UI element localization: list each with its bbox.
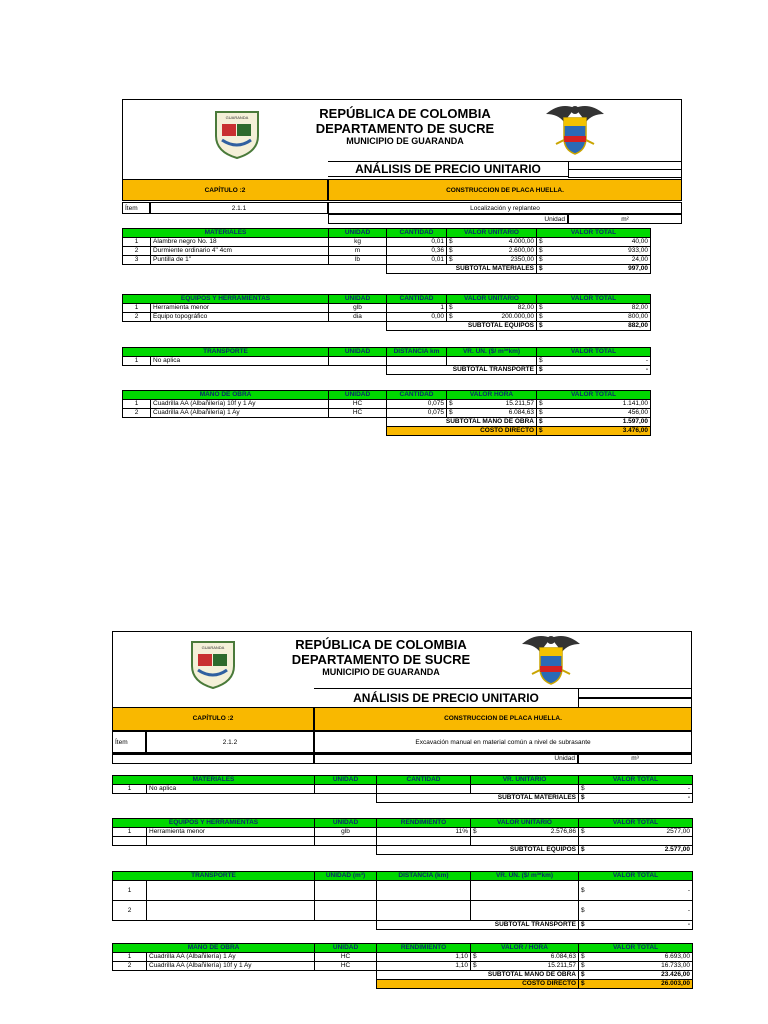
currency-symbol: $ (449, 409, 453, 416)
subtotal-row (113, 971, 693, 980)
empty-cell (377, 837, 471, 846)
subtotal-row (113, 794, 693, 803)
row-total: $ 16.733,00 (579, 962, 693, 971)
row-quantity: 1,10 (377, 953, 471, 962)
column-header: UNIDAD (329, 391, 387, 400)
column-header: UNIDAD (329, 348, 387, 357)
row-number: 1 (123, 238, 151, 247)
currency-symbol: $ (539, 238, 543, 245)
row-number: 1 (113, 881, 147, 901)
currency-symbol: $ (581, 953, 585, 960)
column-header: CANTIDAD (377, 776, 471, 785)
republic-title: REPÚBLICA DE COLOMBIA (319, 106, 491, 121)
row-unit: dia (329, 313, 387, 322)
svg-text:GUARANDA: GUARANDA (201, 645, 225, 650)
subtotal-label: SUBTOTAL MATERIALES (377, 794, 579, 803)
column-header: CANTIDAD (387, 295, 447, 304)
subtotal-label: SUBTOTAL TRANSPORTE (377, 921, 579, 930)
row-unit-price: $ 2350,00 (447, 256, 537, 265)
table-row (113, 785, 693, 794)
currency-symbol: $ (539, 322, 543, 329)
row-number: 1 (123, 357, 151, 366)
republic-title: REPÚBLICA DE COLOMBIA (295, 637, 467, 652)
row-number: 1 (113, 785, 147, 794)
column-header: VALOR UNITARIO (471, 819, 579, 828)
currency-symbol: $ (473, 828, 477, 835)
item-number: 2.1.1 (150, 202, 328, 214)
row-unit-price (471, 881, 579, 901)
row-description: Cuadrilla AA (Albañilería) 1 Ay (147, 953, 315, 962)
row-total: $ - (579, 785, 693, 794)
row-total: $ 82,00 (537, 304, 651, 313)
currency-symbol: $ (473, 953, 477, 960)
row-number: 2 (113, 962, 147, 971)
subtotal-value: $ - (537, 366, 651, 375)
currency-symbol: $ (581, 921, 585, 928)
row-number: 2 (113, 901, 147, 921)
row-description: Alambre negro No. 18 (151, 238, 329, 247)
currency-symbol: $ (449, 247, 453, 254)
row-quantity: 0,00 (387, 313, 447, 322)
column-header: VALOR TOTAL (579, 819, 693, 828)
row-quantity: 0,36 (387, 247, 447, 256)
table-row (113, 881, 693, 901)
row-quantity: 1,10 (377, 962, 471, 971)
row-description: Equipo topográfico (151, 313, 329, 322)
row-description: No aplica (151, 357, 329, 366)
currency-symbol: $ (581, 785, 585, 792)
blank-row (112, 753, 314, 764)
unit-value: m² (568, 214, 682, 224)
row-unit: HC (315, 953, 377, 962)
table-row (113, 828, 693, 837)
row-unit-price: $ 2.600,00 (447, 247, 537, 256)
currency-symbol: $ (449, 304, 453, 311)
row-total: $ 24,00 (537, 256, 651, 265)
blank-cell (113, 794, 377, 803)
row-number: 1 (113, 828, 147, 837)
row-description: No aplica (147, 785, 315, 794)
column-header: VALOR TOTAL (537, 391, 651, 400)
column-header: VR. UN. ($/ m³*km) (471, 872, 579, 881)
subtotal-label: SUBTOTAL EQUIPOS (377, 846, 579, 855)
subtotal-label: SUBTOTAL EQUIPOS (387, 322, 537, 331)
row-quantity: 0,01 (387, 256, 447, 265)
unit-value: m³ (578, 753, 692, 764)
currency-symbol: $ (539, 418, 543, 425)
blank-cell (113, 921, 377, 930)
project-name: CONSTRUCCION DE PLACA HUELLA. (328, 179, 682, 201)
item-label: Ítem (122, 202, 150, 214)
municipal-shield-icon (186, 636, 240, 690)
row-quantity: 1 (387, 304, 447, 313)
currency-symbol: $ (539, 357, 543, 364)
subtotal-label: SUBTOTAL MATERIALES (387, 265, 537, 274)
column-header: VALOR UNITARIO (447, 295, 537, 304)
row-quantity (377, 785, 471, 794)
row-description: Herramienta menor (151, 304, 329, 313)
column-header: UNIDAD (315, 819, 377, 828)
cost-grid (112, 775, 693, 803)
row-unit: kg (329, 238, 387, 247)
currency-symbol: $ (539, 313, 543, 320)
subtotal-value: $ 997,00 (537, 265, 651, 274)
column-header: TRANSPORTE (123, 348, 329, 357)
row-unit-price: $ 200.000,00 (447, 313, 537, 322)
empty-cell (113, 837, 147, 846)
column-header: MATERIALES (113, 776, 315, 785)
column-header: VALOR TOTAL (537, 348, 651, 357)
currency-symbol: $ (539, 265, 543, 272)
row-unit-price: $ 2.576,86 (471, 828, 579, 837)
blank-cell (113, 980, 377, 989)
row-unit (315, 881, 377, 901)
row-total: $ 2577,00 (579, 828, 693, 837)
currency-symbol: $ (581, 906, 585, 914)
subtotal-label: SUBTOTAL TRANSPORTE (387, 366, 537, 375)
row-description (147, 881, 315, 901)
row-unit: m (329, 247, 387, 256)
svg-text:GUARANDA: GUARANDA (225, 115, 249, 120)
row-unit-price: $ 15.211,57 (447, 400, 537, 409)
apu-title: ANÁLISIS DE PRECIO UNITARIO (314, 688, 578, 708)
row-description: Puntilla de 1" (151, 256, 329, 265)
row-unit-price: $ 4.000,00 (447, 238, 537, 247)
empty-cell (147, 837, 315, 846)
subtotal-row (113, 846, 693, 855)
cost-grid (112, 943, 693, 989)
column-header: MANO DE OBRA (123, 391, 329, 400)
row-description (147, 901, 315, 921)
currency-symbol: $ (473, 962, 477, 969)
column-header: UNIDAD (329, 229, 387, 238)
title-block (276, 637, 486, 678)
item-description: Localización y replanteo (328, 202, 682, 214)
row-description: Cuadrilla AA (Albañilería) 10f y 1 Ay (147, 962, 315, 971)
column-header: RENDIMIENTO (377, 944, 471, 953)
row-total: $ - (579, 881, 693, 901)
column-header: VALOR TOTAL (579, 872, 693, 881)
column-header: VR. UNITARIO (471, 776, 579, 785)
subtotal-value: $ - (579, 921, 693, 930)
column-header: EQUIPOS Y HERRAMIENTAS (113, 819, 315, 828)
column-header: UNIDAD (m³) (315, 872, 377, 881)
apu-title: ANÁLISIS DE PRECIO UNITARIO (328, 161, 568, 177)
currency-symbol: $ (539, 427, 543, 434)
row-quantity: 0,075 (387, 409, 447, 418)
currency-symbol: $ (539, 366, 543, 373)
unit-label: Unidad (328, 214, 568, 224)
row-total: $ 933,00 (537, 247, 651, 256)
direct-cost-value: $ 3.476,00 (537, 427, 651, 436)
cost-grid (112, 818, 693, 855)
cost-grid (112, 871, 693, 930)
currency-symbol: $ (539, 304, 543, 311)
row-total: $ - (537, 357, 651, 366)
column-header: VALOR / HORA (471, 944, 579, 953)
direct-cost-label: COSTO DIRECTO (387, 427, 537, 436)
item-label: Ítem (112, 731, 146, 753)
row-unit-price: $ 6.084,63 (471, 953, 579, 962)
currency-symbol: $ (581, 971, 585, 978)
currency-symbol: $ (581, 962, 585, 969)
column-header: CANTIDAD (387, 229, 447, 238)
subtotal-label: SUBTOTAL MANO DE OBRA (387, 418, 537, 427)
subtotal-value: $ 2.577,00 (579, 846, 693, 855)
blank-cell (113, 846, 377, 855)
chapter-label: CAPÍTULO :2 (112, 707, 314, 731)
currency-symbol: $ (449, 256, 453, 263)
subtotal-label: SUBTOTAL MANO DE OBRA (377, 971, 579, 980)
department-title: DEPARTAMENTO DE SUCRE (315, 121, 495, 136)
row-number: 2 (123, 247, 151, 256)
municipality-title: MUNICIPIO DE GUARANDA (346, 136, 464, 146)
row-number: 2 (123, 313, 151, 322)
currency-symbol: $ (539, 256, 543, 263)
row-description: Herramienta menor (147, 828, 315, 837)
municipality-title: MUNICIPIO DE GUARANDA (322, 667, 440, 677)
row-unit-price (471, 901, 579, 921)
row-number: 1 (113, 953, 147, 962)
row-total: $ 800,00 (537, 313, 651, 322)
subtotal-value: $ 23.426,00 (579, 971, 693, 980)
column-header: MATERIALES (123, 229, 329, 238)
column-header: EQUIPOS Y HERRAMIENTAS (123, 295, 329, 304)
direct-cost-value: $ 26.003,00 (579, 980, 693, 989)
coat-of-arms-icon (516, 630, 586, 690)
row-total: $ 6.693,00 (579, 953, 693, 962)
item-description: Excavación manual en material común a nivel de subrasante (314, 731, 692, 753)
row-unit: lb (329, 256, 387, 265)
subtotal-row (113, 921, 693, 930)
row-unit: glb (315, 828, 377, 837)
column-header: RENDIMIENTO (377, 819, 471, 828)
row-number: 1 (123, 400, 151, 409)
column-header: VALOR HORA (447, 391, 537, 400)
department-title: DEPARTAMENTO DE SUCRE (291, 652, 471, 667)
item-number: 2.1.2 (146, 731, 314, 753)
empty-cell (471, 837, 579, 846)
apu-side-box (578, 688, 692, 698)
currency-symbol: $ (581, 886, 585, 894)
column-header: DISTANCIA km (387, 348, 447, 357)
row-total: $ 1.141,00 (537, 400, 651, 409)
chapter-label: CAPÍTULO :2 (122, 179, 328, 201)
row-unit-price (471, 785, 579, 794)
row-quantity: 11% (377, 828, 471, 837)
column-header: CANTIDAD (387, 391, 447, 400)
subtotal-value: $ - (579, 794, 693, 803)
row-unit (315, 785, 377, 794)
currency-symbol: $ (539, 400, 543, 407)
currency-symbol: $ (581, 794, 585, 801)
subtotal-value: $ 882,00 (537, 322, 651, 331)
column-header: UNIDAD (329, 295, 387, 304)
direct-cost-row (113, 980, 693, 989)
currency-symbol: $ (581, 828, 585, 835)
currency-symbol: $ (449, 238, 453, 245)
unit-label: Unidad (314, 753, 578, 764)
column-header: UNIDAD (315, 776, 377, 785)
row-number: 2 (123, 409, 151, 418)
column-header: TRANSPORTE (113, 872, 315, 881)
table-row (113, 953, 693, 962)
currency-symbol: $ (539, 409, 543, 416)
row-description: Cuadrilla AA (Albañilería) 10f y 1 Ay (151, 400, 329, 409)
row-unit: HC (315, 962, 377, 971)
row-unit-price: $ 6.084,63 (447, 409, 537, 418)
table-row (113, 901, 693, 921)
column-header: VALOR UNITARIO (447, 229, 537, 238)
row-unit (315, 901, 377, 921)
column-header: VALOR TOTAL (537, 295, 651, 304)
row-unit: HC (329, 409, 387, 418)
direct-cost-label: COSTO DIRECTO (377, 980, 579, 989)
column-header: UNIDAD (315, 944, 377, 953)
column-header: VALOR TOTAL (537, 229, 651, 238)
empty-row (113, 837, 693, 846)
row-unit: glb (329, 304, 387, 313)
subtotal-value: $ 1.597,00 (537, 418, 651, 427)
empty-cell (315, 837, 377, 846)
row-number: 1 (123, 304, 151, 313)
row-quantity (377, 881, 471, 901)
row-description: Durmiente ordinario 4" 4cm (151, 247, 329, 256)
row-number: 3 (123, 256, 151, 265)
column-header: DISTANCIA (km) (377, 872, 471, 881)
row-total: $ 40,00 (537, 238, 651, 247)
blank-cell (113, 971, 377, 980)
column-header: MANO DE OBRA (113, 944, 315, 953)
row-unit: HC (329, 400, 387, 409)
row-unit-price: $ 15.211,57 (471, 962, 579, 971)
row-quantity: 0,075 (387, 400, 447, 409)
row-total: $ 456,00 (537, 409, 651, 418)
currency-symbol: $ (449, 313, 453, 320)
currency-symbol: $ (581, 980, 585, 987)
currency-symbol: $ (539, 247, 543, 254)
row-unit-price: $ 82,00 (447, 304, 537, 313)
project-name: CONSTRUCCION DE PLACA HUELLA. (314, 707, 692, 731)
table-row (113, 962, 693, 971)
column-header: VALOR TOTAL (579, 944, 693, 953)
row-quantity (377, 901, 471, 921)
row-quantity: 0,01 (387, 238, 447, 247)
row-total: $ - (579, 901, 693, 921)
currency-symbol: $ (581, 846, 585, 853)
column-header: VR. UN. ($/ m³*km) (447, 348, 537, 357)
currency-symbol: $ (449, 400, 453, 407)
row-description: Cuadrilla AA (Albañilería) 1 Ay (151, 409, 329, 418)
column-header: VALOR TOTAL (579, 776, 693, 785)
empty-cell (579, 837, 693, 846)
